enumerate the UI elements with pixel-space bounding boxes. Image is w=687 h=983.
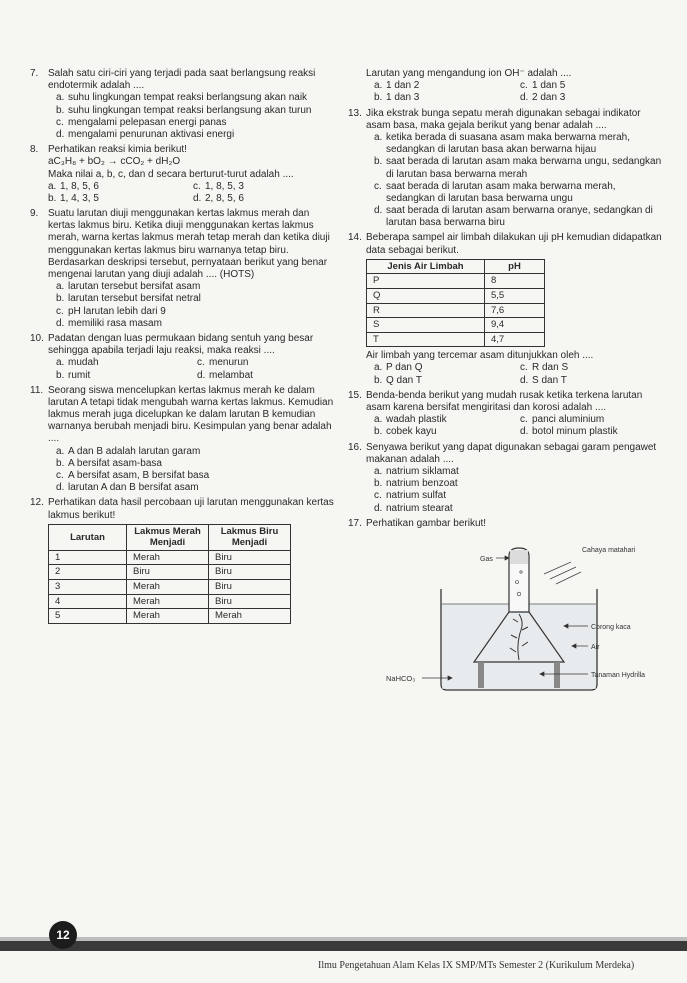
table-header: Lakmus Biru Menjadi <box>209 524 291 550</box>
option-a[interactable]: a. A dan B adalah larutan garam <box>56 445 201 457</box>
litmus-table <box>48 524 291 624</box>
option-a[interactable]: a. 1 dan 2 <box>374 80 420 92</box>
option-b[interactable]: b. Q dan T <box>374 374 422 386</box>
question-number: 13. <box>348 107 362 119</box>
option-c[interactable]: c. menurun <box>197 357 249 369</box>
question-number: 11. <box>30 384 44 396</box>
option-a[interactable]: a. mudah <box>56 357 99 369</box>
option-b[interactable]: b. 1, 4, 3, 5 <box>48 192 99 204</box>
question-16 <box>348 442 666 515</box>
option-a[interactable]: a. wadah plastik <box>374 414 447 426</box>
question-number: 9. <box>30 208 39 220</box>
question-number: 12. <box>30 497 44 509</box>
wastewater-ph-table <box>366 259 545 347</box>
photosynthesis-figure <box>366 534 666 694</box>
option-b[interactable]: b. A bersifat asam-basa <box>56 457 162 469</box>
option-d[interactable]: d. 2, 8, 5, 6 <box>193 192 244 204</box>
option-a[interactable]: a. P dan Q <box>374 362 423 374</box>
question-text: Senyawa berikut yang dapat digunakan sebagai garam pengawet makanan adalah .... <box>366 441 657 465</box>
question-17 <box>348 518 666 694</box>
option-d[interactable]: d. memiliki rasa masam <box>56 317 162 329</box>
option-a[interactable]: a. ketika berada di suasana asam maka berwarna merah, sedangkan di larutan basa akan berwarna hijau <box>374 131 631 156</box>
question-14 <box>348 232 666 386</box>
chemical-equation: aC₃H₈ + bO₂ → cCO₂ + dH₂O <box>48 156 181 168</box>
option-d[interactable]: d. natrium stearat <box>374 502 453 514</box>
label-gas: Gas <box>480 555 493 563</box>
option-a[interactable]: a. 1, 8, 5, 6 <box>48 180 99 192</box>
question-text: Perhatikan gambar berikut! <box>366 517 487 529</box>
question-number: 16. <box>348 441 362 453</box>
gas-space <box>510 550 528 564</box>
question-text: Perhatikan data hasil percobaan uji larutan menggunakan kertas lakmus berikut! <box>48 497 334 521</box>
option-d[interactable]: d. mengalami penurunan aktivasi energi <box>56 128 235 140</box>
table-row: S 9,4 <box>367 318 545 333</box>
question-12-continued <box>348 68 666 105</box>
question-number: 8. <box>30 144 39 156</box>
question-text: Benda-benda berikut yang mudah rusak ketika terkena larutan asam karena bersifat mengiritasi dan korosi adalah .... <box>366 389 643 414</box>
support-left <box>478 662 484 688</box>
question-11 <box>30 385 338 495</box>
table-row: 5 Merah Merah <box>49 609 291 624</box>
option-c[interactable]: c. saat berada di larutan asam maka berwarna merah, sedangkan di larutan basa berwarna ungu <box>374 180 616 204</box>
question-text: Seorang siswa mencelupkan kertas lakmus merah ke dalam larutan A tetapi tidak mengubah warna kertas lakmus. Kemudian lakmus merah juga dicelupkan ke dalam larutan B kemudian warnanya berubah menjadi biru. Kesimpulan yang benar adalah .... <box>48 384 334 445</box>
option-b[interactable]: b. natrium benzoat <box>374 478 458 490</box>
footer-bar <box>0 937 687 951</box>
table-row: 4 Merah Biru <box>49 594 291 609</box>
question-9 <box>30 208 338 330</box>
option-b[interactable]: b. rumit <box>56 369 91 381</box>
question-8 <box>30 144 338 205</box>
option-c[interactable]: c. panci aluminium <box>520 414 605 426</box>
question-text: Perhatikan reaksi kimia berikut! <box>48 144 187 156</box>
option-d[interactable]: d. larutan A dan B bersifat asam <box>56 482 199 494</box>
option-a[interactable]: a. natrium siklamat <box>374 465 459 477</box>
question-number: 17. <box>348 517 362 529</box>
right-column <box>348 68 666 697</box>
book-title: Ilmu Pengetahuan Alam Kelas IX SMP/MTs Semester 2 (Kurikulum Merdeka) <box>318 960 635 971</box>
question-text-2: Air limbah yang tercemar asam ditunjukkan oleh .... <box>366 350 594 362</box>
option-b[interactable]: b. saat berada di larutan asam maka berwarna ungu, sedangkan di larutan basa berwarna merah <box>374 156 662 180</box>
option-d[interactable]: d. botol minum plastik <box>520 426 618 438</box>
sunlight-rays <box>544 562 581 584</box>
option-c[interactable]: c. 1, 8, 5, 3 <box>193 180 244 192</box>
option-b[interactable]: b. suhu lingkungan tempat reaksi berlangsung akan turun <box>56 104 312 116</box>
label-plant: Tanaman Hydrilla <box>591 671 646 679</box>
page-number-badge: 12 <box>49 921 77 949</box>
option-c[interactable]: c. mengalami pelepasan energi panas <box>56 116 227 128</box>
option-a[interactable]: a. suhu lingkungan tempat reaksi berlangsung akan naik <box>56 92 308 104</box>
question-text: Padatan dengan luas permukaan bidang sentuh yang besar sehingga apabila terjadi laju reaksi, maka reaksi .... <box>48 332 314 357</box>
option-d[interactable]: d. saat berada di larutan asam berwarna oranye, sedangkan di larutan basa berwarna biru <box>374 205 653 229</box>
option-c[interactable]: c. pH larutan lebih dari 9 <box>56 305 166 317</box>
table-row: 3 Merah Biru <box>49 580 291 595</box>
question-number: 15. <box>348 389 362 401</box>
option-b[interactable]: b. cobek kayu <box>374 426 437 438</box>
left-column <box>30 68 338 627</box>
question-number: 10. <box>30 332 44 344</box>
question-text: Suatu larutan diuji menggunakan kertas lakmus merah dan kertas lakmus biru. Ketika diuji menggunakan kertas lakmus merah, warna kertas lakmus merah tetap merah dan ketika diuji menggunakan kertas lakmus biru warnanya tetap biru. Berdasarkan deskripsi tersebut, pernyataan berikut yang benar mengenai larutan yang diuji adalah .... (HOTS) <box>48 208 330 280</box>
question-number: 14. <box>348 232 362 244</box>
table-row: R 7,6 <box>367 303 545 318</box>
label-light: Cahaya matahari <box>582 546 636 554</box>
support-right <box>554 662 560 688</box>
table-row: 1 Merah Biru <box>49 550 291 565</box>
option-d[interactable]: d. S dan T <box>520 374 567 386</box>
option-a[interactable]: a. larutan tersebut bersifat asam <box>56 281 201 293</box>
question-15 <box>348 390 666 439</box>
option-d[interactable]: d. 2 dan 3 <box>520 92 566 104</box>
table-header: Larutan <box>49 524 127 550</box>
question-13 <box>348 108 666 230</box>
table-row: 2 Biru Biru <box>49 565 291 580</box>
option-c[interactable]: c. R dan S <box>520 362 569 374</box>
question-text-2: Maka nilai a, b, c, dan d secara berturut-turut adalah .... <box>48 168 294 180</box>
table-header: Lakmus Merah Menjadi <box>127 524 209 550</box>
option-c[interactable]: c. 1 dan 5 <box>520 80 566 92</box>
label-funnel: Corong kaca <box>591 623 631 631</box>
table-row: Q 5,5 <box>367 288 545 303</box>
question-10 <box>30 333 338 382</box>
option-c[interactable]: c. natrium sulfat <box>374 490 447 502</box>
option-d[interactable]: d. melambat <box>197 369 253 381</box>
table-header: Jenis Air Limbah <box>367 259 485 274</box>
question-text: Beberapa sampel air limbah dilakukan uji pH kemudian didapatkan data sebagai berikut. <box>366 232 662 256</box>
question-7 <box>30 68 338 141</box>
question-number: 7. <box>30 68 39 79</box>
table-header: pH <box>485 259 545 274</box>
option-b[interactable]: b. 1 dan 3 <box>374 92 420 104</box>
label-salt: NaHCO₃ <box>386 673 416 683</box>
question-text: Larutan yang mengandung ion OH⁻ adalah .... <box>366 68 572 79</box>
table-row: P 8 <box>367 274 545 289</box>
question-12 <box>30 497 338 623</box>
option-b[interactable]: b. larutan tersebut bersifat netral <box>56 293 201 305</box>
question-text: Jika ekstrak bunga sepatu merah digunakan sebagai indikator asam basa, maka gejala berikut yang benar adalah .... <box>366 107 641 131</box>
option-c[interactable]: c. A bersifat asam, B bersifat basa <box>56 470 210 481</box>
table-row: T 4,7 <box>367 332 545 347</box>
experiment-diagram <box>366 534 666 694</box>
question-text: Salah satu ciri-ciri yang terjadi pada saat berlangsung reaksi endotermik adalah .... <box>48 68 316 92</box>
label-water: Air <box>591 643 600 651</box>
